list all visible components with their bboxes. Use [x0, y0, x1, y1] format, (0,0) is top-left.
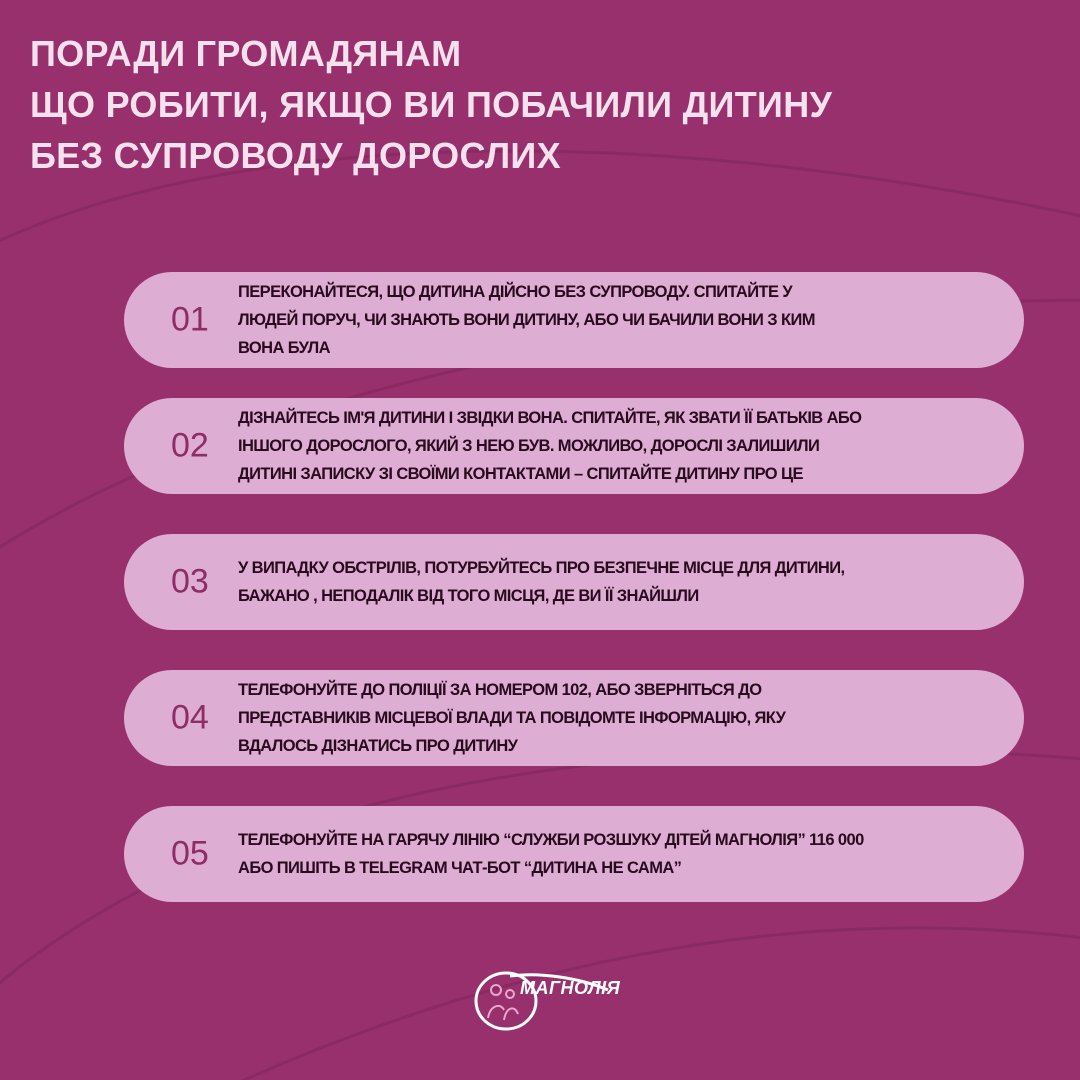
tip-number: 04 — [171, 698, 209, 737]
tip-card-02 — [124, 398, 1024, 494]
tip-text — [238, 826, 1018, 882]
tip-text-line: ВОНА БУЛА — [238, 339, 330, 357]
tip-number: 02 — [171, 426, 209, 465]
tip-text-line: ДІЗНАЙТЕСЬ ІМ'Я ДИТИНИ І ЗВІДКИ ВОНА. СПИТАЙТЕ, ЯК ЗВАТИ ЇЇ БАТЬКІВ АБО — [238, 409, 862, 427]
tip-number: 03 — [171, 562, 209, 601]
tip-card-05 — [124, 806, 1024, 902]
tip-text-line: ПЕРЕКОНАЙТЕСЯ, ЩО ДИТИНА ДІЙСНО БЕЗ СУПРОВОДУ. СПИТАЙТЕ У — [238, 283, 793, 301]
tip-text-line: ТЕЛЕФОНУЙТЕ НА ГАРЯЧУ ЛІНІЮ “СЛУЖБИ РОЗШУКУ ДІТЕЙ МАГНОЛІЯ” 116 000 — [238, 831, 864, 849]
tip-card-03 — [124, 534, 1024, 630]
title-line-1: ПОРАДИ ГРОМАДЯНАМ — [30, 33, 462, 74]
tip-text — [238, 554, 1018, 610]
page-title — [30, 28, 832, 181]
tip-text-line: ПРЕДСТАВНИКІВ МІСЦЕВОЇ ВЛАДИ ТА ПОВІДОМТЕ ІНФОРМАЦІЮ, ЯКУ — [238, 709, 786, 727]
tip-number: 05 — [171, 834, 209, 873]
title-line-3: БЕЗ СУПРОВОДУ ДОРОСЛИХ — [30, 135, 561, 176]
tip-number: 01 — [171, 300, 209, 339]
tip-text-line: ІНШОГО ДОРОСЛОГО, ЯКИЙ З НЕЮ БУВ. МОЖЛИВО, ДОРОСЛІ ЗАЛИШИЛИ — [238, 437, 820, 455]
tip-text-line: АБО ПИШІТЬ В TELEGRAM ЧАТ-БОТ “ДИТИНА НЕ САМА” — [238, 859, 682, 877]
tip-text-line: ТЕЛЕФОНУЙТЕ ДО ПОЛІЦІЇ ЗА НОМЕРОМ 102, АБО ЗВЕРНІТЬСЯ ДО — [238, 681, 762, 699]
tip-text — [238, 676, 1018, 760]
tip-text — [238, 278, 1018, 362]
tip-text-line: ВДАЛОСЬ ДІЗНАТИСЬ ПРО ДИТИНУ — [238, 737, 518, 755]
tip-text — [238, 404, 1018, 488]
title-line-2: ЩО РОБИТИ, ЯКЩО ВИ ПОБАЧИЛИ ДИТИНУ — [30, 84, 833, 125]
tip-text-line: ДИТИНІ ЗАПИСКУ ЗІ СВОЇМИ КОНТАКТАМИ – СПИТАЙТЕ ДИТИНУ ПРО ЦЕ — [238, 465, 803, 483]
tip-card-04 — [124, 670, 1024, 766]
tip-card-01 — [124, 272, 1024, 368]
tip-text-line: БАЖАНО , НЕПОДАЛІК ВІД ТОГО МІСЦЯ, ДЕ ВИ ЇЇ ЗНАЙШЛИ — [238, 587, 699, 605]
logo-text: МАГНОЛІЯ — [520, 978, 621, 998]
tip-text-line: У ВИПАДКУ ОБСТРІЛІВ, ПОТУРБУЙТЕСЬ ПРО БЕЗПЕЧНЕ МІСЦЕ ДЛЯ ДИТИНИ, — [238, 559, 845, 577]
tip-text-line: ЛЮДЕЙ ПОРУЧ, ЧИ ЗНАЮТЬ ВОНИ ДИТИНУ, АБО ЧИ БАЧИЛИ ВОНИ З КИМ — [238, 311, 815, 329]
